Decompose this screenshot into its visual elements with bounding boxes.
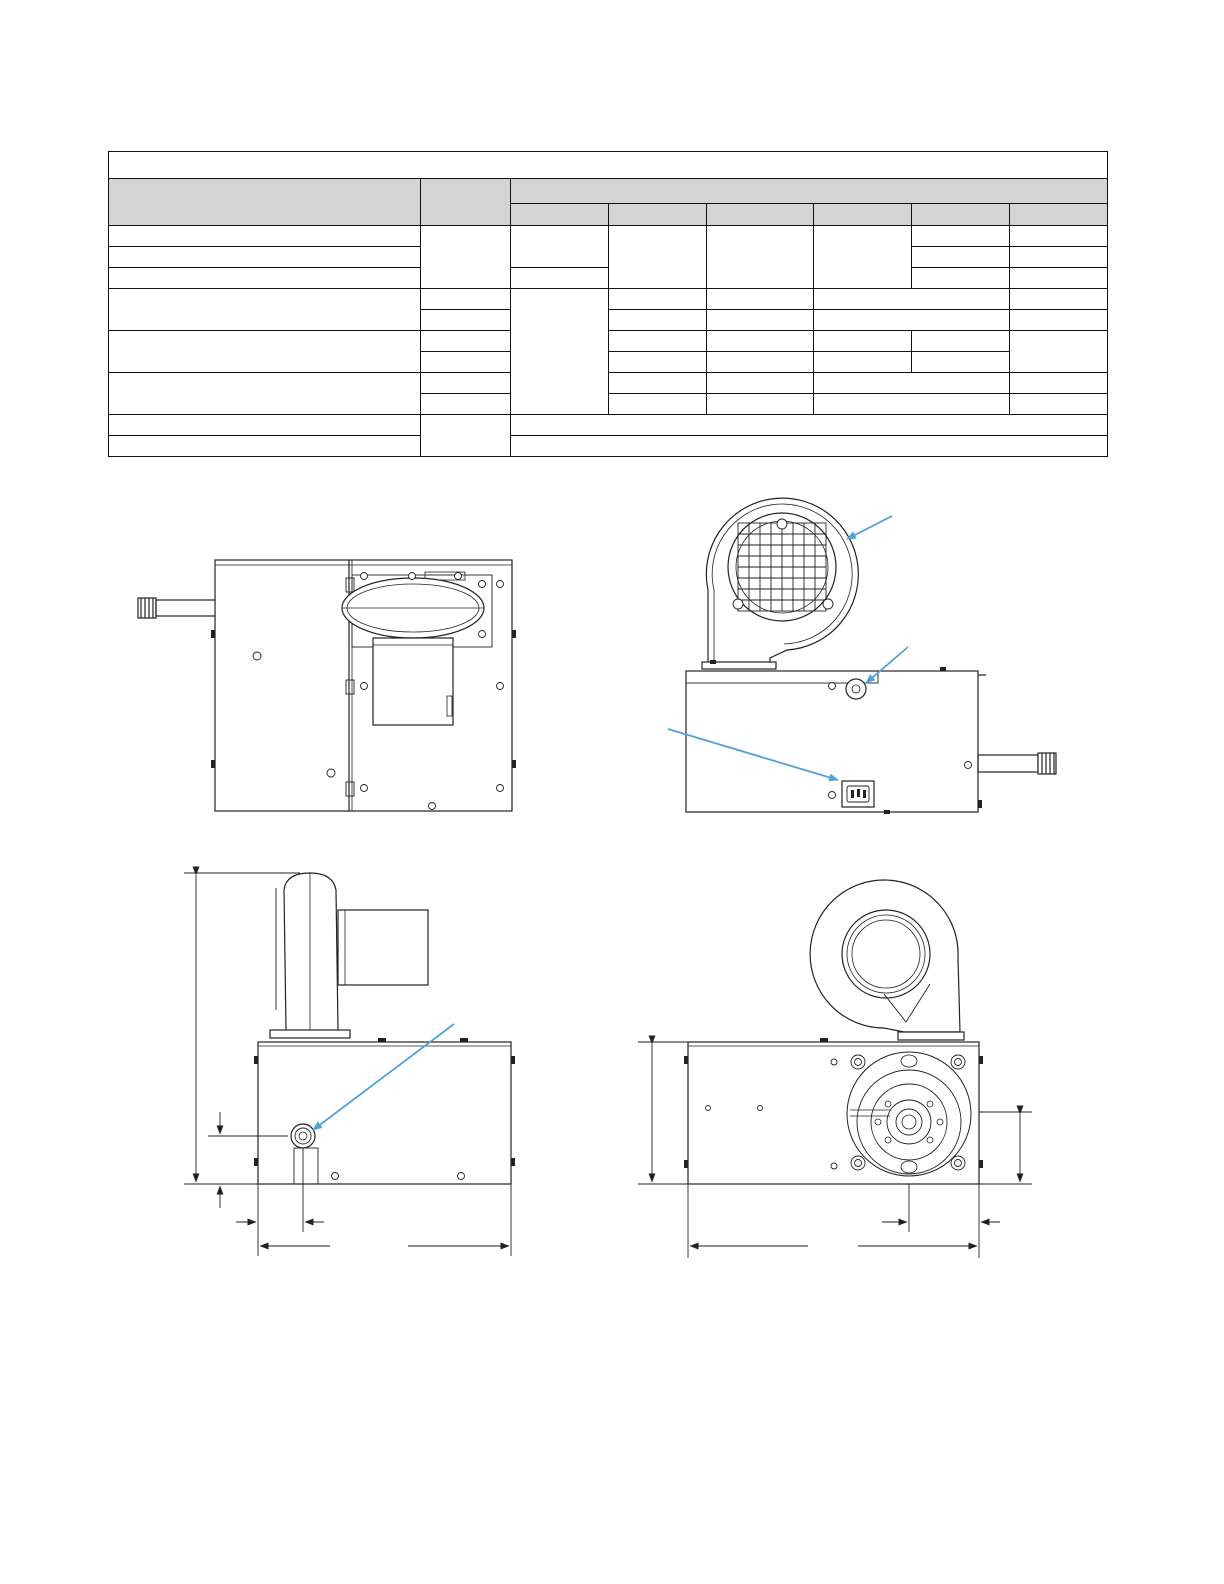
rear-view	[686, 498, 1056, 814]
side-view-open-cover	[138, 560, 516, 811]
front-view-with-dimensions	[638, 880, 1032, 1258]
blower-intake-callout	[847, 516, 892, 539]
side-view-with-dimensions	[184, 873, 515, 1256]
